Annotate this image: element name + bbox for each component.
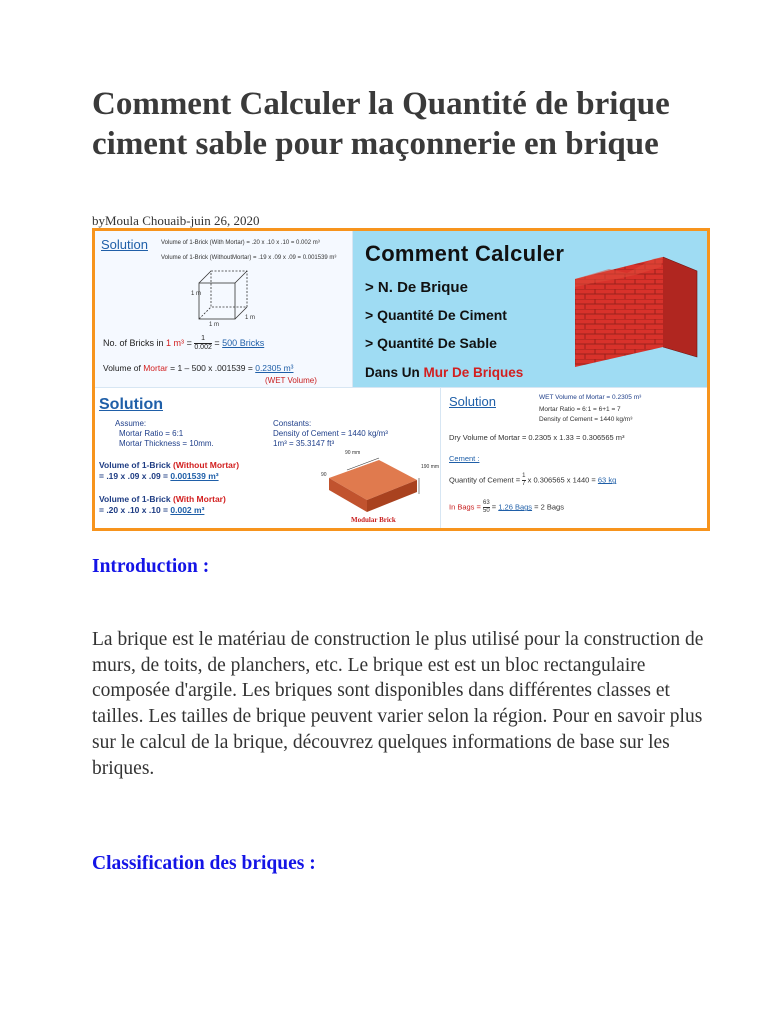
- wet-volume-note: (WET Volume): [265, 376, 317, 385]
- article-byline: byMoula Chouaib-juin 26, 2020: [92, 213, 260, 228]
- dry-volume-line: Dry Volume of Mortar = 0.2305 x 1.33 = 0.306565 m³: [449, 433, 625, 442]
- infographic-item-brick: > N. De Brique: [365, 279, 468, 296]
- vol-without-mortar-line: Volume of 1-Brick (WithoutMortar) = .19 x .09 x .09 = 0.001539 m³: [161, 255, 337, 261]
- cement-fraction: $\frac{1}{7}$: [522, 473, 526, 487]
- infographic-item-sand: > Quantité De Sable: [365, 335, 497, 351]
- article-title: Comment Calculer la Quantité de brique ciment sable pour maçonnerie en brique: [92, 86, 670, 162]
- with-mortar-heading: Volume of 1-Brick (With Mortar): [99, 494, 226, 504]
- vol-with-mortar-line: Volume of 1-Brick (With Mortar) = .20 x .10 x .10 = 0.002 m³: [161, 240, 320, 246]
- infographic-item-cement: > Quantité De Ciment: [365, 307, 507, 323]
- m3-to-ft3: 1m³ = 35.3147 ft³: [273, 439, 335, 448]
- infographic-image: [92, 228, 710, 531]
- without-mortar-calc: = .19 x .09 x .09 = 0.001539 m³: [99, 471, 219, 481]
- solution-label: Solution: [101, 237, 148, 252]
- introduction-paragraph: La brique est le matériau de construction le plus utilisé pour la construction de murs, de toits, de planchers, etc. Le brique est est un bloc rectangulaire composée d'argile. Les briques sont disponibles dans différentes classes et tailles. Les tailles de brique peuvent varier selon la région. Pour en savoir plus sur le calcul de la brique, découvrez quelques informations de base sur les briques.: [92, 629, 704, 779]
- assume-label: Assume:: [115, 419, 147, 428]
- infographic-footer: Dans Un Mur De Briques: [365, 365, 524, 380]
- infographic-panel-title: [353, 231, 707, 388]
- brick-dim-front: 90: [321, 472, 327, 478]
- wet-volume-line: WET Volume of Mortar = 0.2305 m³: [539, 394, 642, 401]
- bricks-fraction: $\frac{1}{0.002}$: [194, 335, 212, 351]
- solution-label-2: Solution: [99, 396, 163, 413]
- infographic-panel-cement: [441, 388, 707, 528]
- with-mortar-calc: = .20 x .10 x .10 = 0.002 m³: [99, 505, 205, 515]
- solution-label-3: Solution: [449, 394, 496, 409]
- cement-label: Cement :: [449, 454, 480, 463]
- mortar-ratio: Mortar Ratio = 6:1: [119, 429, 184, 438]
- bricks-calc-line: No. of Bricks in 1 m³ = $\frac{1}{0.002}$ = 500 Bricks: [103, 335, 265, 351]
- brick-dim-side: 190 mm: [421, 464, 440, 470]
- bags-fraction: $\frac{63}{50}$: [483, 500, 490, 514]
- modular-brick-caption: Modular Brick: [351, 516, 396, 524]
- modular-brick-illustration: [321, 450, 425, 522]
- infographic-panel-cube: [95, 231, 353, 388]
- cube-dim-height: 1 m: [191, 291, 202, 297]
- without-mortar-heading: Volume of 1-Brick (Without Mortar): [99, 460, 240, 470]
- constants-label: Constants:: [273, 419, 312, 428]
- cement-density: Density of Cement = 1440 kg/m³: [273, 429, 388, 438]
- bags-line: In Bags = $\frac{63}{50}$ = 1.26 Bags = 2 Bags: [449, 500, 564, 514]
- brick-wall-illustration: [565, 239, 705, 379]
- cube-dim-depth: 1 m: [245, 315, 256, 321]
- classification-heading: Classification des briques :: [92, 853, 316, 874]
- infographic-heading: Comment Calculer: [365, 241, 565, 266]
- brick-dim-top: 90 mm: [345, 450, 361, 456]
- cement-density-line: Density of Cement = 1440 kg/m³: [539, 416, 633, 423]
- introduction-heading: Introduction :: [92, 556, 210, 577]
- mortar-thickness: Mortar Thickness = 10mm.: [119, 439, 214, 448]
- cube-dim-width: 1 m: [209, 322, 220, 328]
- infographic-panel-assumptions: [95, 388, 441, 528]
- mortar-volume-line: Volume of Mortar = 1 – 500 x .001539 = 0.2305 m³: [103, 363, 294, 373]
- cement-quantity-line: Quantity of Cement = $\frac{1}{7}$ x 0.306565 x 1440 = 63 kg: [449, 473, 617, 487]
- mortar-ratio-line: Mortar Ratio = 6:1 = 6+1 = 7: [539, 406, 621, 413]
